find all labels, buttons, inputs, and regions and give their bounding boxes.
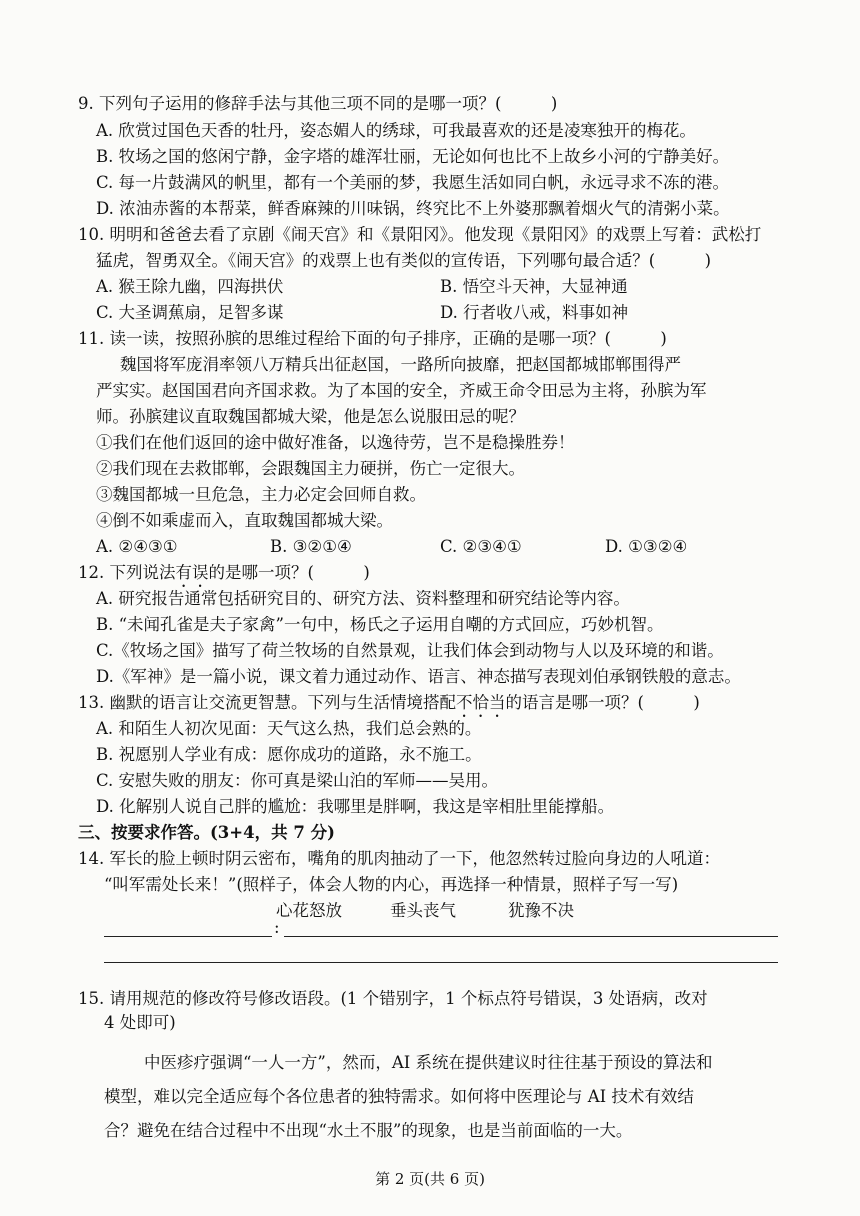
q15-passage-line1: 中医疹疗强调“一人一方”，然而，AI 系统在提供建议时往往基于预设的算法和 [144,1053,713,1072]
q10-option-d: D. 行者收八戒，料事如神 [440,303,629,322]
q12-stem-post: 的是哪一项？( ) [208,563,370,582]
q11-passage-line3: 师。孙膑建议直取魏国都城大梁，他是怎么说服田忌的呢？ [96,407,525,426]
q12-option-c: C.《牧场之国》描写了荷兰牧场的自然景观，让我们体会到动物与人以及环境的和谐。 [96,641,724,660]
q15-line2: 4 处即可) [104,1013,176,1032]
q11-option-b: B. ③②①④ [270,537,352,556]
q14-choice-1: 心花怒放 [276,901,342,920]
q14-answer-blank-line2[interactable] [104,962,778,963]
q13-stem-post: 的语言是哪一项？( ) [505,693,700,712]
q15-passage-line3: 合？避免在结合过程中不出现“水土不服”的现象，也是当前面临的一大。 [104,1121,633,1140]
q9-option-d: D. 浓油赤酱的本帮菜，鲜香麻辣的川味锅，终究比不上外婆那飘着烟火气的清粥小菜。 [96,199,730,218]
q10-stem-line2: 猛虎，智勇双全。《闹天宫》的戏票上也有类似的宣传语，下列哪句最合适？( ) [96,251,712,270]
q11-stem: 11. 读一读，按照孙膑的思维过程给下面的句子排序，正确的是哪一项？( ) [78,329,667,348]
q10-option-b: B. 悟空斗天神，大显神通 [440,277,628,296]
q13-option-b: B. 祝愿别人学业有成：愿你成功的道路，永不施工。 [96,745,482,764]
q12-stem-emphasis: 有误 [175,563,209,582]
q13-stem [78,692,700,721]
q13-stem-pre: 13. 幽默的语言让交流更智慧。下列与生活情境搭配 [78,693,456,712]
q11-item-4: ④倒不如乘虚而入，直取魏国都城大梁。 [96,511,393,530]
q15-passage-line2: 模型，难以完全适应每个各位患者的独特需求。如何将中医理论与 AI 技术有效结 [104,1087,694,1106]
q13-option-a: A. 和陌生人初次见面：天气这么热，我们总会熟的。 [96,719,482,738]
q13-option-d: D. 化解别人说自己胖的尴尬：我哪里是胖啊，我这是宰相肚里能撑船。 [96,797,615,816]
q11-item-3: ③魏国都城一旦危急，主力必定会回师自救。 [96,485,426,504]
q12-option-a: A. 研究报告通常包括研究目的、研究方法、资料整理和研究结论等内容。 [96,589,630,608]
page-number-footer: 第 2 页(共 6 页) [375,1170,485,1188]
q12-option-b: B. “未闻孔雀是夫子家禽”一句中，杨氏之子运用自嘲的方式回应，巧妙机智。 [96,615,664,634]
q15-line1: 15. 请用规范的修改符号修改语段。(1 个错别字，1 个标点符号错误，3 处语病，改对 [78,989,708,1008]
q14-colon: : [274,918,280,937]
section-3-heading: 三、按要求作答。(3+4，共 7 分) [78,823,335,842]
q9-stem: 9. 下列句子运用的修辞手法与其他三项不同的是哪一项？( ) [78,94,558,113]
q14-line1: 14. 军长的脸上顿时阴云密布，嘴角的肌肉抽动了一下，他忽然转过脸向身边的人吼道： [78,849,720,868]
q10-stem-line1: 10. 明明和爸爸去看了京剧《闹天宫》和《景阳冈》。他发现《景阳冈》的戏票上写着：武松打 [78,225,762,244]
q13-option-c: C. 安慰失败的朋友：你可真是梁山泊的军师——吴用。 [96,771,499,790]
q13-stem-emphasis: 不恰当 [456,693,506,712]
q11-item-1: ①我们在他们返回的途中做好准备，以逸待劳，岂不是稳操胜券！ [96,433,575,452]
q11-passage-line1: 魏国将军庞涓率领八万精兵出征赵国，一路所向披靡，把赵国都城邯郸围得严 [120,355,681,374]
q10-option-a: A. 猴王除九幽，四海拱伏 [96,277,284,296]
q12-option-d: D.《军神》是一篇小说，课文着力通过动作、语言、神态描写表现刘伯承钢铁般的意志。 [96,667,741,686]
q11-passage-line2: 严实实。赵国国君向齐国求救。为了本国的安全，齐威王命令田忌为主将，孙膑为军 [96,381,707,400]
q11-option-a: A. ②④③① [96,537,178,556]
q12-stem-pre: 12. 下列说法 [78,563,176,582]
q14-answer-blank-sentence[interactable] [284,936,778,937]
q10-option-c: C. 大圣调蕉扇，足智多谋 [96,303,284,322]
q9-option-c: C. 每一片鼓满风的帆里，都有一个美丽的梦，我愿生活如同白帆，永远寻求不冻的港。 [96,173,730,192]
q14-line2: “叫军需处长来！”(照样子，体会人物的内心，再选择一种情景，照样子写一写) [104,875,679,894]
q12-stem [78,562,370,591]
q9-option-b: B. 牧场之国的悠闲宁静，金字塔的雄浑壮丽，无论如何也比不上故乡小河的宁静美好。 [96,147,730,166]
q9-option-a: A. 欣赏过国色天香的牡丹，姿态媚人的绣球，可我最喜欢的还是凌寒独开的梅花。 [96,121,696,140]
q11-option-d: D. ①③②④ [605,537,688,556]
q14-choice-3: 犹豫不决 [508,901,574,920]
q11-option-c: C. ②③④① [440,537,522,556]
q14-choice-2: 垂头丧气 [390,901,456,920]
q11-item-2: ②我们现在去救邯郸，会跟魏国主力硬拼，伤亡一定很大。 [96,459,525,478]
q14-answer-blank-situation[interactable] [104,936,272,937]
